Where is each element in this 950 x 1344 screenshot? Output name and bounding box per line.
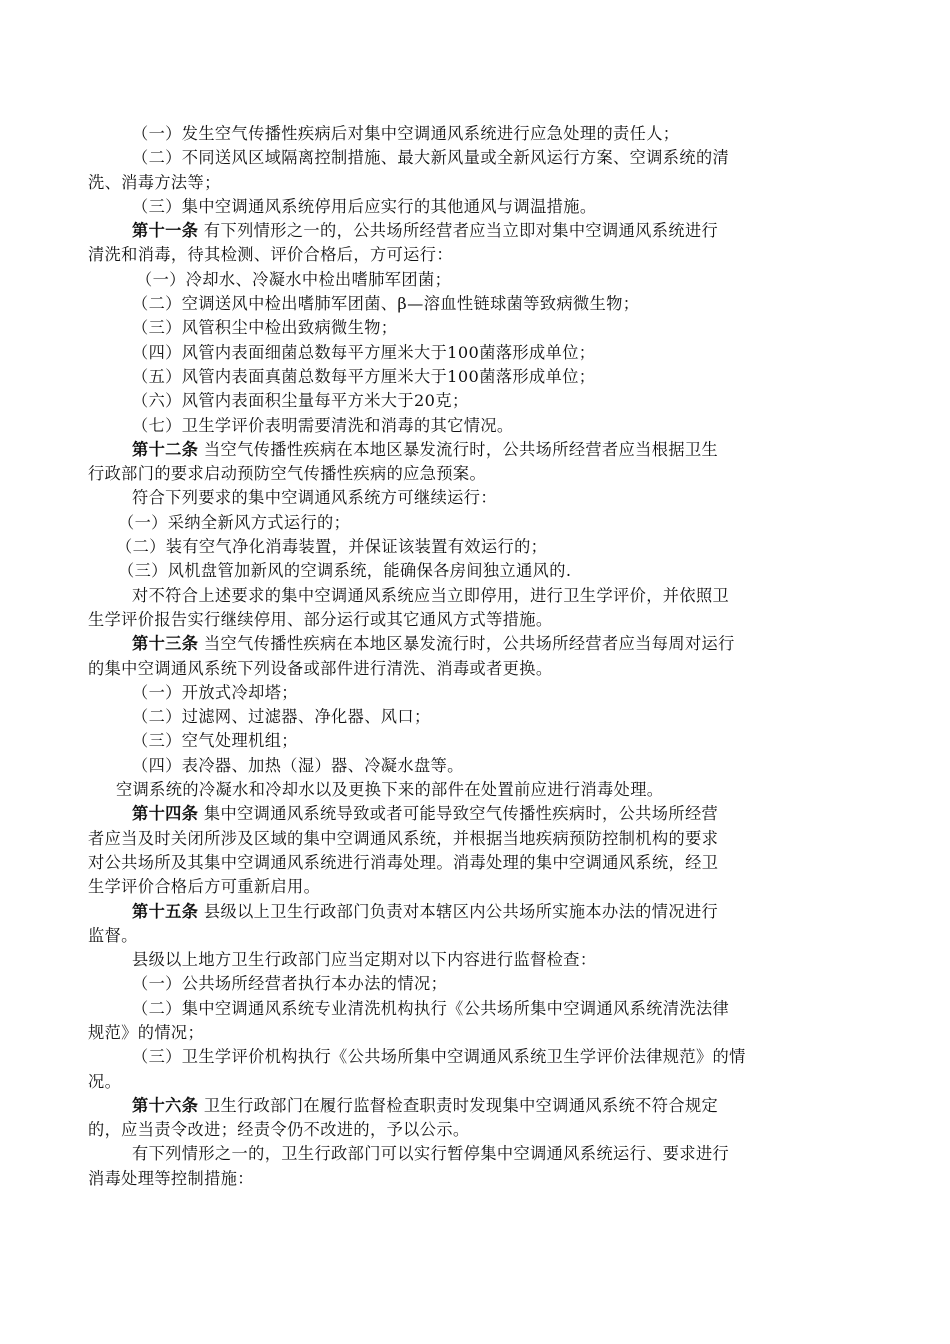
text-line (88, 438, 812, 462)
line-text: 县级以上地方卫生行政部门应当定期对以下内容进行监督检查： (132, 950, 597, 970)
text-line (88, 705, 812, 729)
line-text: 县级以上卫生行政部门负责对本辖区内公共场所实施本办法的情况进行 (198, 901, 719, 921)
line-text: （四）风管内表面细菌总数每平方厘米大于100菌落形成单位； (132, 342, 596, 362)
article-number: 第十一条 (132, 221, 199, 241)
line-text: 清洗和消毒，待其检测、评价合格后，方可运行： (88, 245, 453, 265)
text-line (88, 316, 812, 340)
text-line (88, 754, 812, 778)
text-line (88, 778, 812, 802)
line-text: （七）卫生学评价表明需要清洗和消毒的其它情况。 (132, 415, 514, 435)
line-text: （二）装有空气净化消毒装置，并保证该装置有效运行的； (116, 537, 548, 557)
line-text: 集中空调通风系统导致或者可能导致空气传播性疾病时，公共场所经营 (198, 804, 719, 824)
line-text: （四）表冷器、加热（湿）器、冷凝水盘等。 (132, 755, 464, 775)
line-text: 对不符合上述要求的集中空调通风系统应当立即停用，进行卫生学评价，并依照卫 (132, 585, 730, 605)
line-text: （一）公共场所经营者执行本办法的情况； (132, 974, 448, 994)
line-text: （一）开放式冷却塔； (132, 682, 298, 702)
text-line (88, 584, 812, 608)
line-text: 的集中空调通风系统下列设备或部件进行清洗、消毒或者更换。 (88, 658, 553, 678)
line-text: 有下列情形之一的，公共场所经营者应当立即对集中空调通风系统进行 (198, 221, 719, 241)
line-text: （六）风管内表面积尘量每平方米大于20克； (132, 391, 469, 411)
text-line (88, 1118, 812, 1142)
line-text: 监督。 (88, 925, 138, 945)
document-body (88, 122, 812, 1191)
line-text: 况。 (88, 1071, 122, 1091)
article-number: 第十二条 (132, 439, 199, 459)
line-text: （三）集中空调通风系统停用后应实行的其他通风与调温措施。 (132, 196, 597, 216)
line-text: （二）空调送风中检出嗜肺军团菌、β—溶血性链球菌等致病微生物； (132, 294, 640, 314)
line-text: 生学评价合格后方可重新启用。 (88, 877, 321, 897)
article-number: 第十三条 (132, 634, 199, 654)
line-text: 者应当及时关闭所涉及区域的集中空调通风系统，并根据当地疾病预防控制机构的要求 (88, 828, 719, 848)
text-line (88, 1045, 812, 1069)
text-line (88, 559, 812, 583)
line-text: 洗、消毒方法等； (88, 172, 221, 192)
text-line (88, 122, 812, 146)
text-line (88, 1070, 812, 1094)
text-line (88, 171, 812, 195)
line-text: 生学评价报告实行继续停用、部分运行或其它通风方式等措施。 (88, 609, 553, 629)
text-line (88, 219, 812, 243)
line-text: 规范》的情况； (88, 1022, 205, 1042)
text-line (88, 1094, 812, 1118)
line-text: （三）卫生学评价机构执行《公共场所集中空调通风系统卫生学评价法律规范》的情 (132, 1047, 746, 1067)
line-text: 的，应当责令改进；经责令仍不改进的，予以公示。 (88, 1120, 470, 1140)
text-line (88, 681, 812, 705)
line-text: （一）采纳全新风方式运行的； (118, 512, 351, 532)
article-number: 第十五条 (132, 901, 199, 921)
text-line (88, 195, 812, 219)
text-line (88, 243, 812, 267)
article-number: 第十六条 (132, 1095, 199, 1115)
text-line (88, 924, 812, 948)
text-line (88, 632, 812, 656)
text-line (88, 802, 812, 826)
text-line (88, 948, 812, 972)
line-text: 行政部门的要求启动预防空气传播性疾病的应急预案。 (88, 464, 487, 484)
text-line (88, 462, 812, 486)
line-text: （五）风管内表面真菌总数每平方厘米大于100菌落形成单位； (132, 366, 596, 386)
text-line (88, 511, 812, 535)
line-text: 对公共场所及其集中空调通风系统进行消毒处理。消毒处理的集中空调通风系统，经卫 (88, 852, 719, 872)
text-line (88, 365, 812, 389)
text-line (88, 851, 812, 875)
text-line (88, 729, 812, 753)
line-text: （一）冷却水、冷凝水中检出嗜肺军团菌； (136, 269, 452, 289)
line-text: （一）发生空气传播性疾病后对集中空调通风系统进行应急处理的责任人； (132, 124, 680, 143)
line-text: 消毒处理等控制措施： (88, 1168, 254, 1188)
line-text: （二）集中空调通风系统专业清洗机构执行《公共场所集中空调通风系统清洗法律 (132, 998, 730, 1018)
line-text: （二）过滤网、过滤器、净化器、风口； (132, 707, 431, 727)
line-text: 符合下列要求的集中空调通风系统方可继续运行： (132, 488, 497, 508)
text-line (88, 1142, 812, 1166)
text-line (88, 292, 812, 316)
text-line (88, 389, 812, 413)
line-text: 空调系统的冷凝水和冷却水以及更换下来的部件在处置前应进行消毒处理。 (116, 780, 664, 800)
text-line (88, 827, 812, 851)
text-line (88, 997, 812, 1021)
text-line (88, 900, 812, 924)
text-line (88, 341, 812, 365)
article-number: 第十四条 (132, 804, 199, 824)
line-text: （三）空气处理机组； (132, 731, 298, 751)
text-line (88, 657, 812, 681)
line-text: （二）不同送风区域隔离控制措施、最大新风量或全新风运行方案、空调系统的清 (132, 148, 730, 168)
text-line (88, 1167, 812, 1191)
text-line (88, 1021, 812, 1045)
text-line (88, 535, 812, 559)
text-line (88, 972, 812, 996)
text-line (88, 486, 812, 510)
text-line (88, 608, 812, 632)
line-text: 当空气传播性疾病在本地区暴发流行时，公共场所经营者应当根据卫生 (198, 439, 719, 459)
text-line (88, 146, 812, 170)
line-text: 卫生行政部门在履行监督检查职责时发现集中空调通风系统不符合规定 (198, 1095, 719, 1115)
line-text: （三）风机盘管加新风的空调系统，能确保各房间独立通风的. (118, 561, 572, 581)
text-line (88, 875, 812, 899)
line-text: 有下列情形之一的，卫生行政部门可以实行暂停集中空调通风系统运行、要求进行 (132, 1144, 730, 1164)
line-text: （三）风管积尘中检出致病微生物； (132, 318, 398, 338)
line-text: 当空气传播性疾病在本地区暴发流行时，公共场所经营者应当每周对运行 (198, 634, 735, 654)
text-line (88, 414, 812, 438)
text-line (88, 268, 812, 292)
